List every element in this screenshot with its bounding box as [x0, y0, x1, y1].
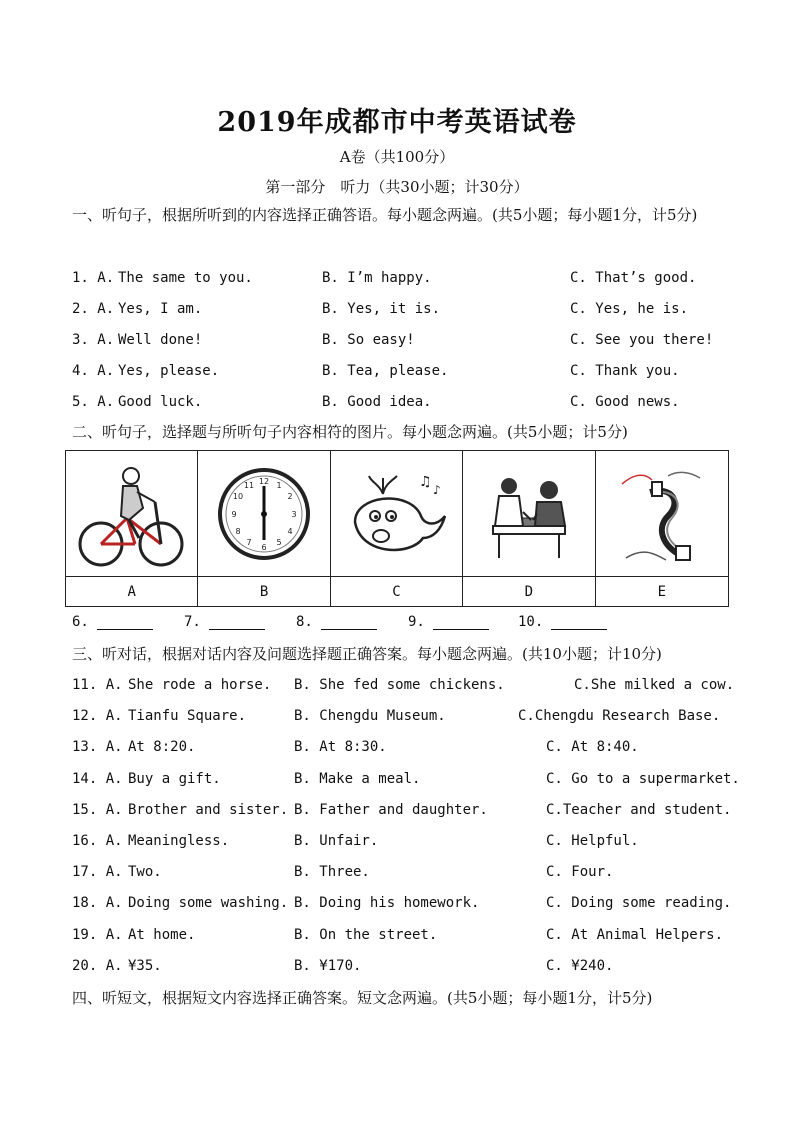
- option-b[interactable]: B. At 8:30.: [294, 739, 387, 756]
- option-b[interactable]: B. Chengdu Museum.: [294, 708, 446, 725]
- picture-label-b: B: [198, 577, 330, 606]
- question-row: [72, 332, 732, 354]
- svg-text:12: 12: [259, 476, 270, 486]
- option-a[interactable]: ¥35.: [128, 957, 162, 974]
- option-b[interactable]: B. Make a meal.: [294, 770, 421, 787]
- question-number[interactable]: 3. A.: [72, 332, 115, 348]
- option-b[interactable]: B. Good idea.: [322, 394, 432, 410]
- question-number[interactable]: 19. A.: [72, 926, 123, 943]
- option-a[interactable]: Doing some washing.: [128, 895, 289, 912]
- option-a[interactable]: Buy a gift.: [128, 770, 221, 787]
- picture-label-a: A: [66, 577, 198, 606]
- option-a[interactable]: At 8:20.: [128, 739, 196, 756]
- option-a[interactable]: Well done!: [118, 332, 203, 348]
- option-c[interactable]: C. At Animal Helpers.: [546, 926, 724, 943]
- option-b[interactable]: B. Doing his homework.: [294, 895, 480, 912]
- option-c[interactable]: C. That’s good.: [570, 270, 697, 286]
- option-a[interactable]: Yes, please.: [118, 363, 220, 379]
- picture-label-e: E: [657, 583, 666, 600]
- picture-e: [596, 451, 728, 577]
- option-b[interactable]: B. She fed some chickens.: [294, 677, 505, 693]
- question-row: [72, 895, 732, 917]
- option-b[interactable]: B. I’m happy.: [322, 270, 432, 286]
- option-a[interactable]: Brother and sister.: [128, 801, 289, 818]
- svg-text:5: 5: [276, 537, 282, 547]
- svg-text:11: 11: [244, 480, 255, 490]
- option-c[interactable]: C.Teacher and student.: [546, 801, 732, 818]
- option-b[interactable]: B. Tea, please.: [322, 363, 449, 379]
- question-row: [72, 833, 732, 855]
- question-number[interactable]: 16. A.: [72, 833, 123, 849]
- option-c[interactable]: C. Yes, he is.: [570, 301, 689, 317]
- question-row: [72, 958, 732, 980]
- option-a[interactable]: Yes, I am.: [118, 301, 203, 317]
- option-c[interactable]: C.She milked a cow.: [574, 677, 735, 693]
- option-c[interactable]: C. See you there!: [570, 332, 714, 348]
- section1-instruction: 一、听句子，根据所听到的内容选择正确答语。每小题念两遍。(共5小题；每小题1分，计5分): [72, 206, 698, 224]
- exam-title: 2019年成都市中考英语试卷: [217, 107, 577, 138]
- option-a[interactable]: The same to you.: [118, 270, 253, 286]
- question-number[interactable]: 1. A.: [72, 270, 115, 286]
- question-number[interactable]: 17. A.: [72, 864, 123, 881]
- svg-text:1: 1: [276, 480, 282, 490]
- section2-instruction: 二、听句子，选择题与所听句子内容相符的图片。每小题念两遍。(共5小题；计5分): [72, 423, 628, 441]
- question-row: [72, 677, 735, 699]
- question-number[interactable]: 14. A.: [72, 770, 123, 787]
- question-row: [72, 363, 732, 385]
- part-heading: 第一部分 听力（共30小题；计30分）: [265, 178, 529, 196]
- svg-text:9: 9: [231, 509, 237, 519]
- question-number[interactable]: 18. A.: [72, 895, 123, 912]
- option-b[interactable]: B. So easy!: [322, 332, 415, 348]
- option-c[interactable]: C. Go to a supermarket.: [546, 770, 740, 787]
- blank-8[interactable]: 8.: [296, 614, 377, 630]
- option-a[interactable]: Tianfu Square.: [128, 708, 247, 725]
- bicycle-rider-icon: [77, 458, 187, 570]
- option-a[interactable]: Two.: [128, 864, 162, 881]
- great-wall-icon: [612, 462, 712, 566]
- svg-text:7: 7: [246, 537, 252, 547]
- question-row: [72, 927, 732, 949]
- paper-subtitle: A卷（共100分）: [339, 148, 455, 166]
- option-a[interactable]: She rode a horse.: [128, 677, 272, 693]
- singing-whale-icon: [341, 464, 451, 564]
- question-number[interactable]: 13. A.: [72, 739, 123, 756]
- question-row: [72, 739, 732, 761]
- option-b[interactable]: B. ¥170.: [294, 957, 362, 974]
- option-b[interactable]: B. Unfair.: [294, 833, 379, 849]
- answer-blanks: [72, 614, 732, 636]
- question-row: [72, 770, 740, 793]
- option-c[interactable]: C. At 8:40.: [546, 739, 639, 756]
- blank-7[interactable]: 7.: [184, 614, 265, 630]
- svg-text:4: 4: [287, 526, 293, 536]
- option-c[interactable]: C. Helpful.: [546, 833, 639, 849]
- question-number[interactable]: 15. A.: [72, 801, 123, 818]
- option-c[interactable]: C.Chengdu Research Base.: [518, 708, 721, 725]
- picture-c: [331, 451, 463, 577]
- option-b[interactable]: B. Three.: [294, 864, 370, 881]
- picture-label-c: C: [331, 577, 463, 606]
- svg-text:6: 6: [261, 542, 267, 552]
- question-row: [72, 864, 732, 886]
- question-number[interactable]: 2. A.: [72, 301, 115, 317]
- picture-table: [65, 450, 729, 607]
- question-row: [72, 802, 732, 824]
- question-row: [72, 270, 732, 292]
- picture-a: [66, 451, 198, 577]
- clock-icon: [214, 464, 314, 564]
- section4-instruction: 四、听短文，根据短文内容选择正确答案。短文念两遍。(共5小题；每小题1分，计5分): [72, 989, 653, 1007]
- option-c[interactable]: C. Four.: [546, 864, 614, 881]
- svg-text:2: 2: [287, 491, 293, 501]
- question-number[interactable]: 5. A.: [72, 394, 115, 410]
- svg-text:3: 3: [291, 509, 297, 519]
- option-a[interactable]: Meaningless.: [128, 833, 230, 849]
- option-c[interactable]: C. Good news.: [570, 394, 680, 410]
- svg-text:8: 8: [235, 526, 241, 536]
- blank-6[interactable]: 6.: [72, 614, 153, 630]
- option-c[interactable]: C. ¥240.: [546, 957, 614, 974]
- blank-10[interactable]: 10.: [518, 614, 607, 630]
- blank-9[interactable]: 9.: [408, 614, 489, 630]
- question-number[interactable]: 4. A.: [72, 363, 115, 379]
- picture-d: [463, 451, 595, 577]
- chess-players-icon: [479, 464, 579, 564]
- question-number[interactable]: 11. A.: [72, 677, 123, 693]
- section3-instruction: 三、听对话，根据对话内容及问题选择题正确答案。每小题念两遍。(共10小题；计10分): [72, 645, 662, 663]
- option-c[interactable]: C. Doing some reading.: [546, 895, 732, 912]
- question-row: [72, 301, 732, 323]
- option-a[interactable]: Good luck.: [118, 394, 203, 410]
- option-b[interactable]: B. Father and daughter.: [294, 801, 488, 818]
- question-row: [72, 708, 732, 730]
- question-number[interactable]: 12. A.: [72, 708, 123, 725]
- svg-text:♫: ♫: [419, 473, 433, 490]
- question-row: [72, 394, 732, 416]
- picture-label-d: D: [463, 577, 595, 606]
- svg-text:♪: ♪: [433, 482, 442, 497]
- option-b[interactable]: B. Yes, it is.: [322, 301, 441, 317]
- option-b[interactable]: B. On the street.: [294, 926, 438, 943]
- picture-b: [198, 451, 330, 577]
- svg-text:10: 10: [233, 491, 244, 501]
- question-number[interactable]: 20. A.: [72, 957, 123, 974]
- option-a[interactable]: At home.: [128, 926, 196, 943]
- option-c[interactable]: C. Thank you.: [570, 363, 680, 379]
